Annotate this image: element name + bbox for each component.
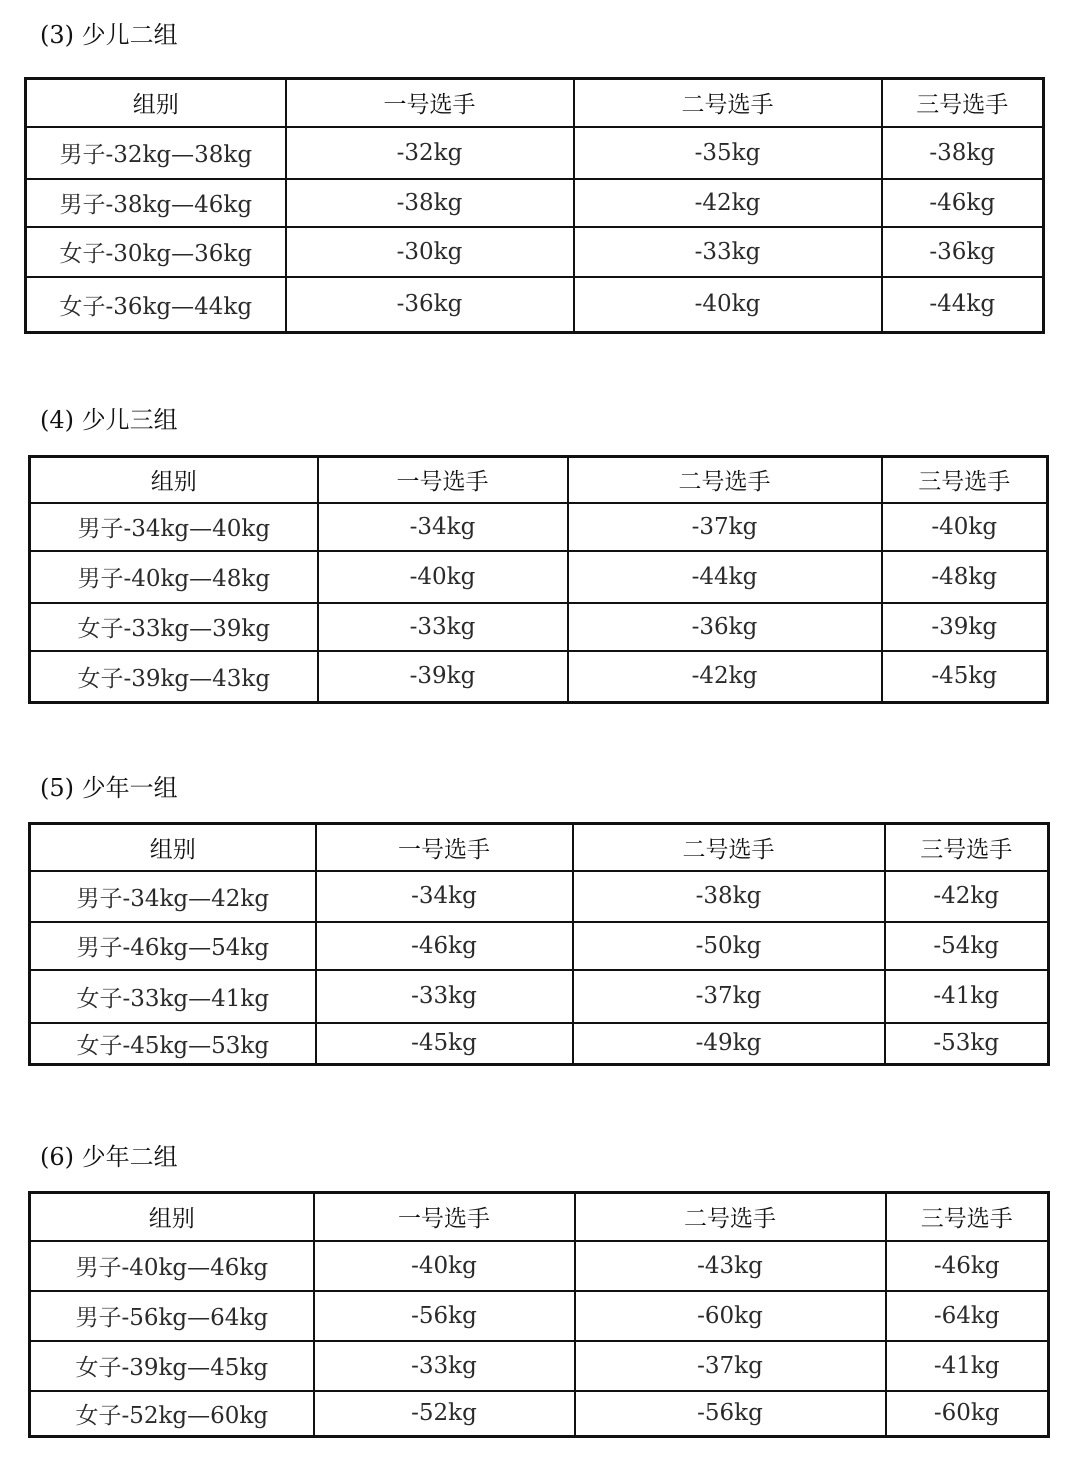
player-1-header: 一号选手: [286, 79, 574, 127]
player-3-cell: -54kg: [885, 922, 1049, 970]
player-3-cell: -41kg: [885, 970, 1049, 1023]
table-row: [30, 1023, 1049, 1065]
player-2-cell: -38kg: [573, 871, 885, 922]
table-header-row: [30, 824, 1049, 871]
player-2-header: 二号选手: [575, 1193, 886, 1241]
player-3-cell: -53kg: [885, 1023, 1049, 1065]
group-cell: 女子-39kg—43kg: [30, 651, 318, 703]
player-3-cell: -46kg: [886, 1241, 1049, 1291]
player-2-cell: -42kg: [568, 651, 882, 703]
table-row: [30, 1241, 1049, 1291]
table-header-row: [30, 1193, 1049, 1241]
player-3-cell: -60kg: [886, 1391, 1049, 1437]
player-3-cell: -40kg: [882, 503, 1048, 551]
group-cell: 男子-32kg—38kg: [26, 127, 286, 179]
group-header: 组别: [30, 457, 318, 503]
table-header-row: [26, 79, 1044, 127]
table-row: [26, 227, 1044, 277]
player-3-header: 三号选手: [882, 457, 1048, 503]
player-1-cell: -56kg: [314, 1291, 575, 1341]
player-1-cell: -34kg: [318, 503, 568, 551]
group-cell: 女子-30kg—36kg: [26, 227, 286, 277]
player-2-cell: -42kg: [574, 179, 882, 227]
player-1-cell: -38kg: [286, 179, 574, 227]
player-1-header: 一号选手: [314, 1193, 575, 1241]
table-header-row: [30, 457, 1048, 503]
table-row: [26, 179, 1044, 227]
player-2-cell: -49kg: [573, 1023, 885, 1065]
table-row: [30, 651, 1048, 703]
group-cell: 女子-52kg—60kg: [30, 1391, 314, 1437]
weight-class-table: [28, 822, 1050, 1066]
player-3-cell: -39kg: [882, 603, 1048, 651]
player-3-cell: -46kg: [882, 179, 1044, 227]
player-1-cell: -30kg: [286, 227, 574, 277]
player-1-cell: -34kg: [316, 871, 573, 922]
player-1-header: 一号选手: [316, 824, 573, 871]
table-row: [26, 127, 1044, 179]
table-row: [30, 1341, 1049, 1391]
group-cell: 女子-33kg—41kg: [30, 970, 316, 1023]
player-2-cell: -44kg: [568, 551, 882, 603]
section-title: (3) 少儿二组: [40, 21, 178, 49]
player-1-cell: -46kg: [316, 922, 573, 970]
player-2-cell: -50kg: [573, 922, 885, 970]
group-cell: 男子-40kg—48kg: [30, 551, 318, 603]
player-1-cell: -40kg: [318, 551, 568, 603]
player-3-cell: -38kg: [882, 127, 1044, 179]
player-2-cell: -37kg: [575, 1341, 886, 1391]
table-row: [30, 922, 1049, 970]
group-cell: 女子-39kg—45kg: [30, 1341, 314, 1391]
player-3-cell: -42kg: [885, 871, 1049, 922]
table-row: [30, 603, 1048, 651]
player-3-cell: -41kg: [886, 1341, 1049, 1391]
player-3-header: 三号选手: [885, 824, 1049, 871]
section-title: (4) 少儿三组: [40, 406, 178, 434]
player-3-cell: -64kg: [886, 1291, 1049, 1341]
group-cell: 男子-38kg—46kg: [26, 179, 286, 227]
player-1-cell: -45kg: [316, 1023, 573, 1065]
player-2-cell: -40kg: [574, 277, 882, 333]
player-3-cell: -48kg: [882, 551, 1048, 603]
player-2-cell: -37kg: [568, 503, 882, 551]
group-cell: 男子-34kg—42kg: [30, 871, 316, 922]
group-cell: 男子-56kg—64kg: [30, 1291, 314, 1341]
group-cell: 男子-40kg—46kg: [30, 1241, 314, 1291]
group-header: 组别: [26, 79, 286, 127]
player-2-cell: -35kg: [574, 127, 882, 179]
player-2-header: 二号选手: [574, 79, 882, 127]
section-title: (6) 少年二组: [40, 1143, 178, 1171]
table-row: [30, 551, 1048, 603]
player-3-cell: -44kg: [882, 277, 1044, 333]
player-2-header: 二号选手: [573, 824, 885, 871]
player-1-cell: -33kg: [314, 1341, 575, 1391]
weight-class-table: [24, 77, 1045, 334]
player-2-cell: -36kg: [568, 603, 882, 651]
player-1-cell: -33kg: [318, 603, 568, 651]
table-row: [30, 503, 1048, 551]
player-1-cell: -32kg: [286, 127, 574, 179]
table-row: [30, 970, 1049, 1023]
table-row: [30, 1291, 1049, 1341]
player-3-cell: -45kg: [882, 651, 1048, 703]
player-3-header: 三号选手: [886, 1193, 1049, 1241]
group-cell: 女子-45kg—53kg: [30, 1023, 316, 1065]
group-header: 组别: [30, 1193, 314, 1241]
group-cell: 女子-36kg—44kg: [26, 277, 286, 333]
weight-class-table: [28, 1191, 1050, 1438]
player-1-cell: -39kg: [318, 651, 568, 703]
player-1-cell: -36kg: [286, 277, 574, 333]
group-cell: 男子-46kg—54kg: [30, 922, 316, 970]
player-3-cell: -36kg: [882, 227, 1044, 277]
weight-class-table: [28, 455, 1049, 704]
group-header: 组别: [30, 824, 316, 871]
player-1-cell: -52kg: [314, 1391, 575, 1437]
group-cell: 男子-34kg—40kg: [30, 503, 318, 551]
player-2-cell: -56kg: [575, 1391, 886, 1437]
player-2-cell: -37kg: [573, 970, 885, 1023]
table-row: [30, 871, 1049, 922]
player-1-cell: -40kg: [314, 1241, 575, 1291]
group-cell: 女子-33kg—39kg: [30, 603, 318, 651]
player-3-header: 三号选手: [882, 79, 1044, 127]
table-row: [30, 1391, 1049, 1437]
player-1-cell: -33kg: [316, 970, 573, 1023]
player-2-header: 二号选手: [568, 457, 882, 503]
player-2-cell: -60kg: [575, 1291, 886, 1341]
table-row: [26, 277, 1044, 333]
player-2-cell: -33kg: [574, 227, 882, 277]
player-2-cell: -43kg: [575, 1241, 886, 1291]
section-title: (5) 少年一组: [40, 774, 178, 802]
player-1-header: 一号选手: [318, 457, 568, 503]
